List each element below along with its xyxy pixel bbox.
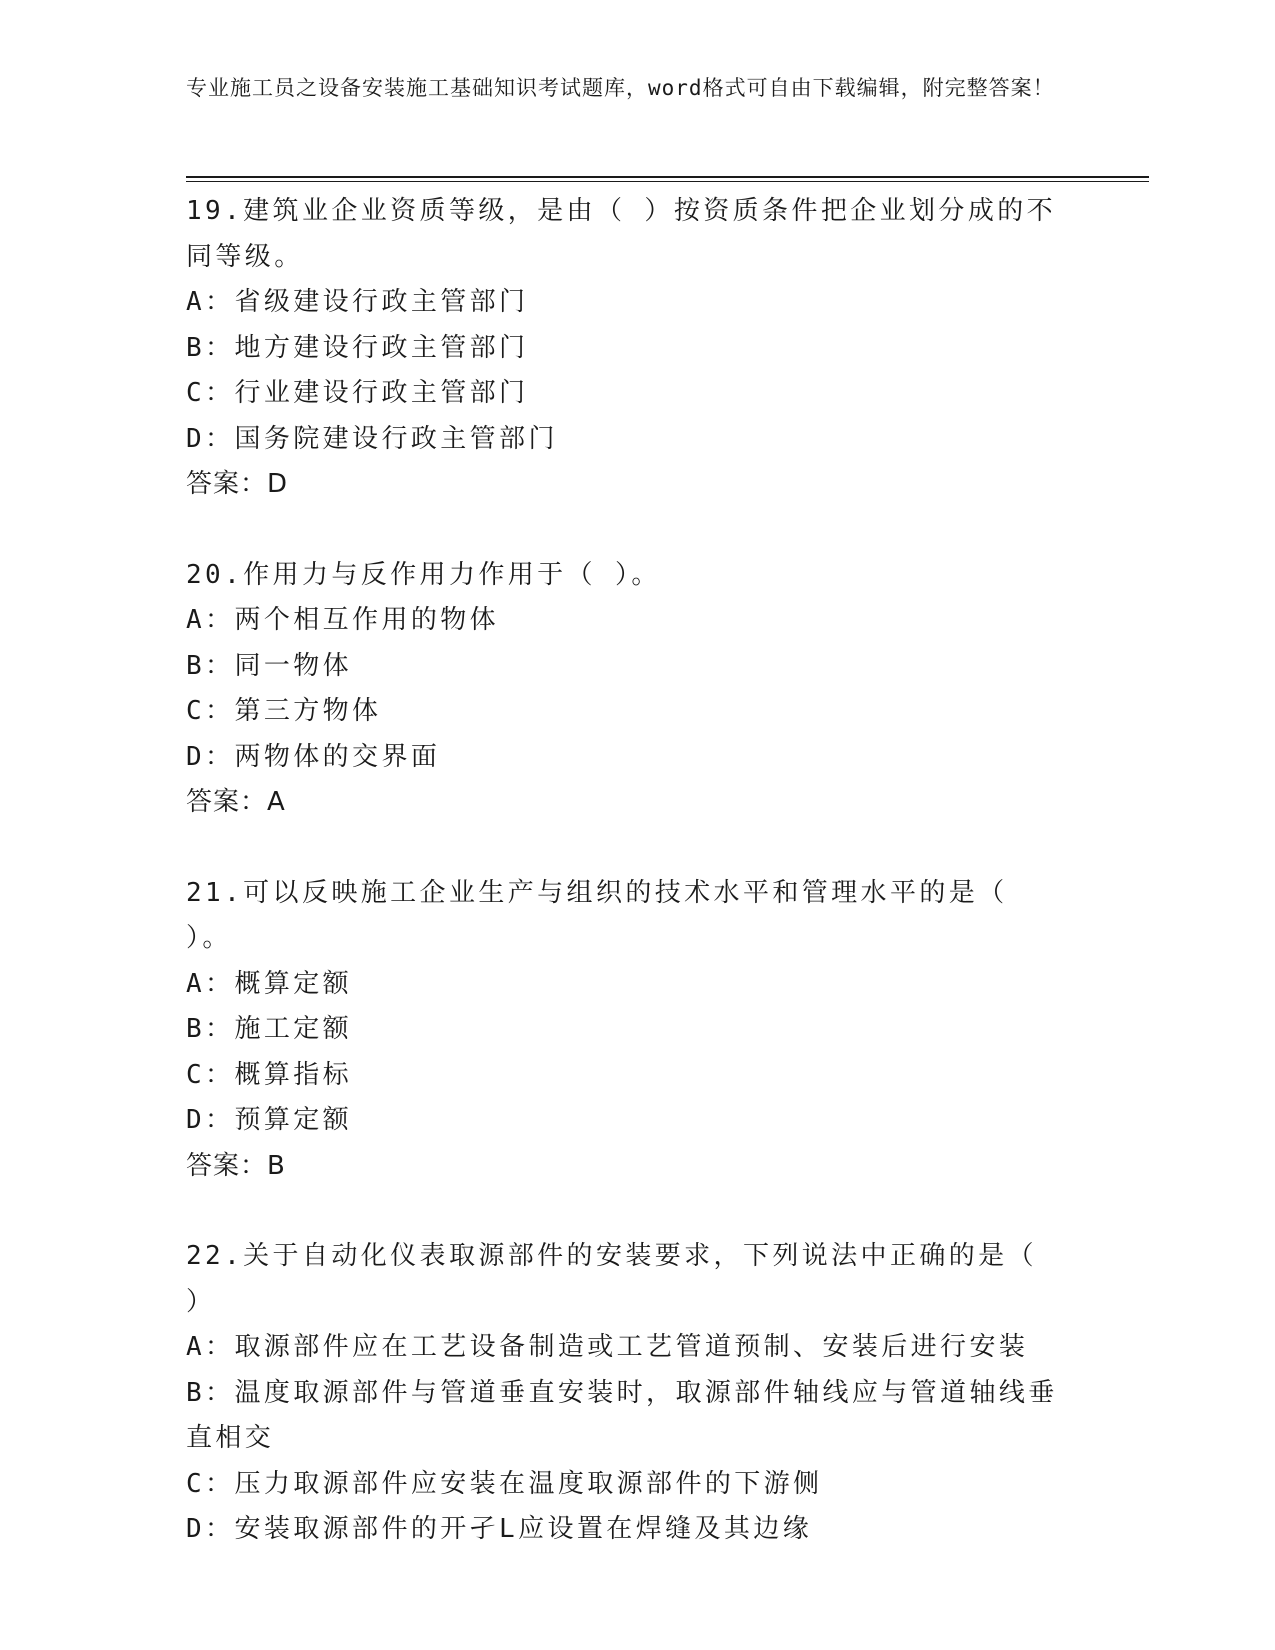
question-stem: 21.可以反映施工企业生产与组织的技术水平和管理水平的是（ ）。 [186, 877, 1008, 953]
header-divider-thin [186, 181, 1149, 182]
option-c: C：行业建设行政主管部门 [186, 378, 529, 408]
option-c: C：第三方物体 [186, 696, 382, 726]
question-22 [186, 1234, 1086, 1553]
option-b: B：地方建设行政主管部门 [186, 332, 529, 363]
option-d: D：预算定额 [186, 1105, 353, 1135]
option-d: D：国务院建设行政主管部门 [186, 423, 558, 454]
question-stem: 20.作用力与反作用力作用于（ ）。 [186, 559, 661, 590]
option-a: A：两个相互作用的物体 [186, 605, 500, 635]
option-c: C：压力取源部件应安装在温度取源部件的下游侧 [186, 1468, 823, 1499]
document-header: 专业施工员之设备安装施工基础知识考试题库，word格式可自由下载编辑，附完整答案！ [186, 76, 1055, 100]
question-19 [186, 189, 1086, 508]
option-d: D：两物体的交界面 [186, 741, 441, 772]
question-stem: 19.建筑业企业资质等级，是由（ ）按资质条件把企业划分成的不同等级。 [186, 196, 1057, 272]
option-b: B：施工定额 [186, 1014, 353, 1044]
answer-line: 答案：B [186, 1150, 286, 1181]
answer-line: 答案：D [186, 469, 289, 499]
option-a: A：取源部件应在工艺设备制造或工艺管道预制、安装后进行安装 [186, 1332, 1029, 1362]
question-21 [186, 871, 1086, 1190]
option-a: A：省级建设行政主管部门 [186, 287, 529, 317]
option-c: C：概算指标 [186, 1059, 353, 1090]
question-20 [186, 553, 1086, 826]
question-stem: 22.关于自动化仪表取源部件的安装要求，下列说法中正确的是（ ） [186, 1241, 1037, 1317]
option-b: B：同一物体 [186, 650, 353, 681]
option-d: D：安装取源部件的开孑L应设置在焊缝及其边缘 [186, 1514, 813, 1544]
option-b: B：温度取源部件与管道垂直安装时，取源部件轴线应与管道轴线垂直相交 [186, 1377, 1058, 1453]
option-a: A：概算定额 [186, 968, 353, 999]
answer-line: 答案：A [186, 787, 286, 817]
question-list [186, 189, 1086, 1598]
header-divider-thick [186, 176, 1149, 178]
